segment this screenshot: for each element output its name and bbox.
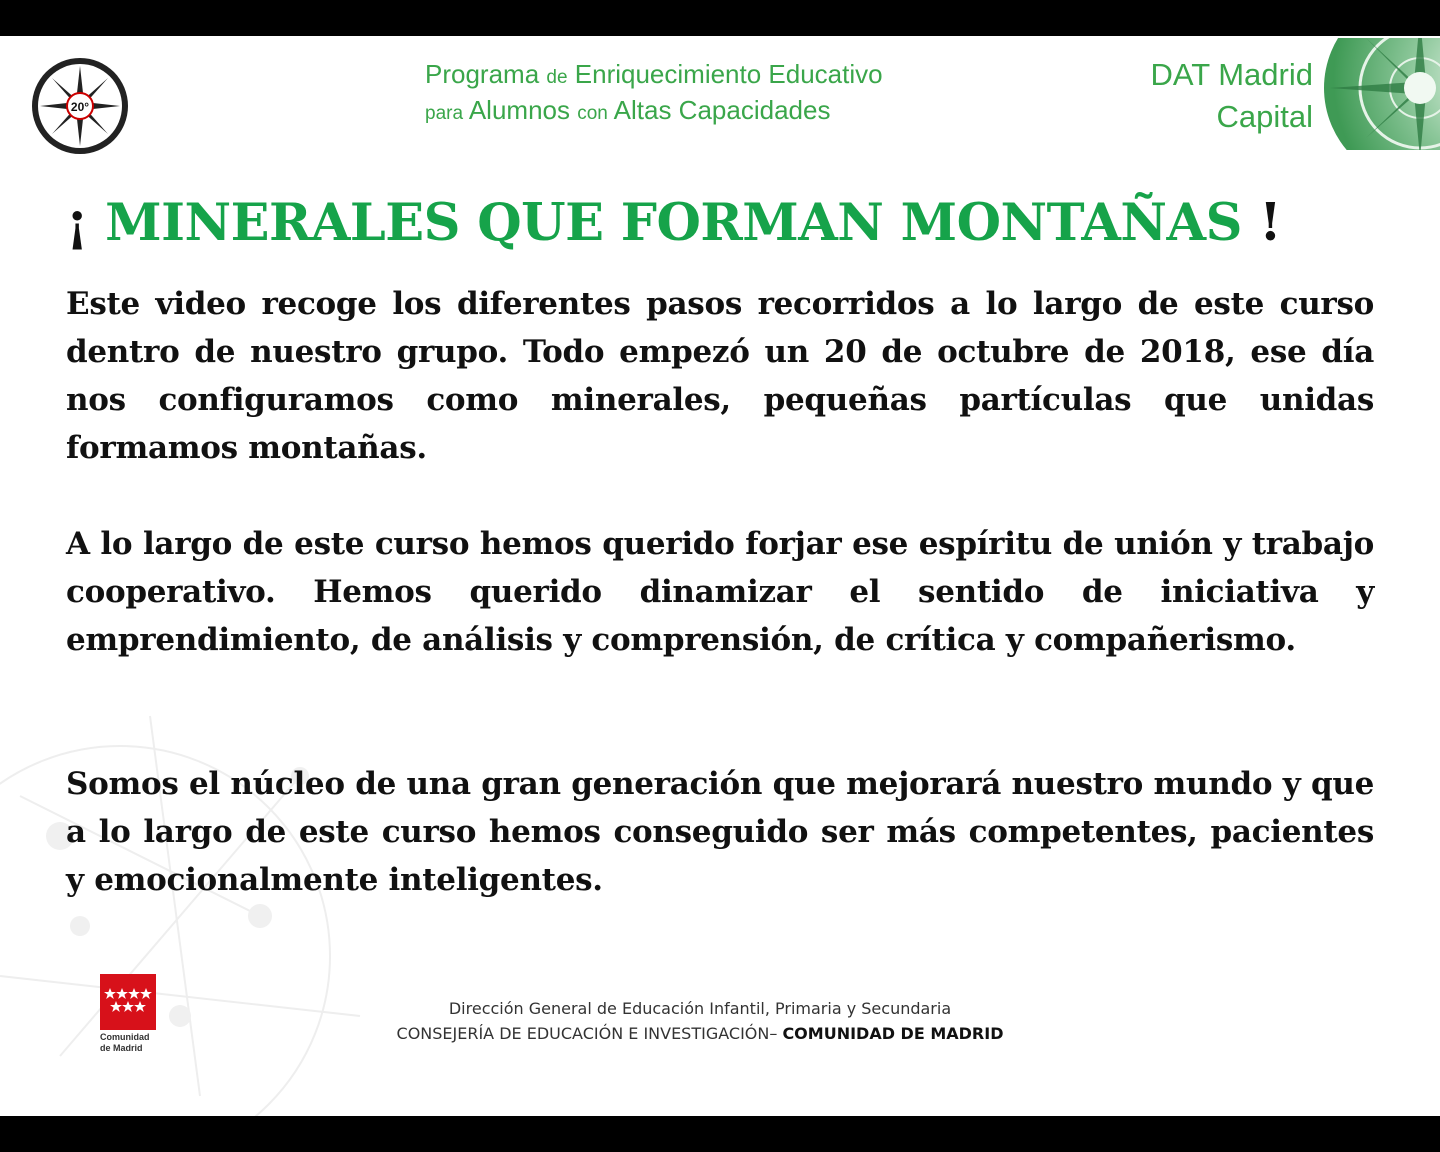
dat-line: Capital [1216, 99, 1313, 134]
program-word: con [577, 103, 608, 124]
program-word: Altas Capacidades [613, 95, 831, 125]
footer-line-2 [320, 1021, 1080, 1046]
green-compass-icon [1316, 38, 1440, 150]
title-text: MINERALES QUE FORMAN MONTAÑAS [105, 193, 1242, 253]
logo-line: de Madrid [100, 1043, 143, 1053]
slide [0, 36, 1440, 1116]
program-word: Programa [425, 59, 540, 89]
footer-consejeria: CONSEJERÍA DE EDUCACIÓN E INVESTIGACIÓN– [396, 1024, 778, 1043]
compass-seal-logo [30, 56, 130, 156]
comunidad-madrid-logo [100, 974, 160, 1056]
paragraph-3: Somos el núcleo de una gran generación que mejorará nuestro mundo y que a lo largo de este curso hemos conseguido ser más competentes, pacientes y emocionalmente inteligentes. [66, 766, 1374, 898]
page-title [66, 190, 1376, 256]
paragraph-1: Este video recoge los diferentes pasos recorridos a lo largo de este curso dentro de nuestro grupo. Todo empezó un 20 de octubre de 2018, ese día nos configuramos como minerales, pequeñas partículas que unidas formamos montañas. [66, 286, 1374, 466]
madrid-flag-icon [100, 974, 156, 1030]
paragraph-2: A lo largo de este curso hemos querido forjar ese espíritu de unión y trabajo cooperativo. Hemos querido dinamizar el sentido de iniciativa y emprendimiento, de análisis y comprensión, de crítica y compañerismo. [66, 526, 1374, 658]
program-word: Enriquecimiento Educativo [574, 59, 883, 89]
program-word: para [425, 103, 464, 124]
program-word: Alumnos [468, 95, 570, 125]
footer-comunidad: COMUNIDAD DE MADRID [782, 1024, 1004, 1043]
program-word: de [546, 67, 568, 88]
title-open-mark: ¡ [66, 193, 88, 253]
footer [320, 996, 1080, 1046]
comunidad-madrid-label [100, 1032, 162, 1054]
seal-text: 20° [70, 100, 90, 114]
footer-line-1: Dirección General de Educación Infantil, Primaria y Secundaria [448, 999, 952, 1018]
logo-line: Comunidad [100, 1032, 150, 1042]
dat-madrid-header [1150, 54, 1313, 138]
title-close-mark: ! [1259, 193, 1282, 253]
program-header [425, 58, 883, 130]
dat-line: DAT Madrid [1150, 57, 1313, 92]
